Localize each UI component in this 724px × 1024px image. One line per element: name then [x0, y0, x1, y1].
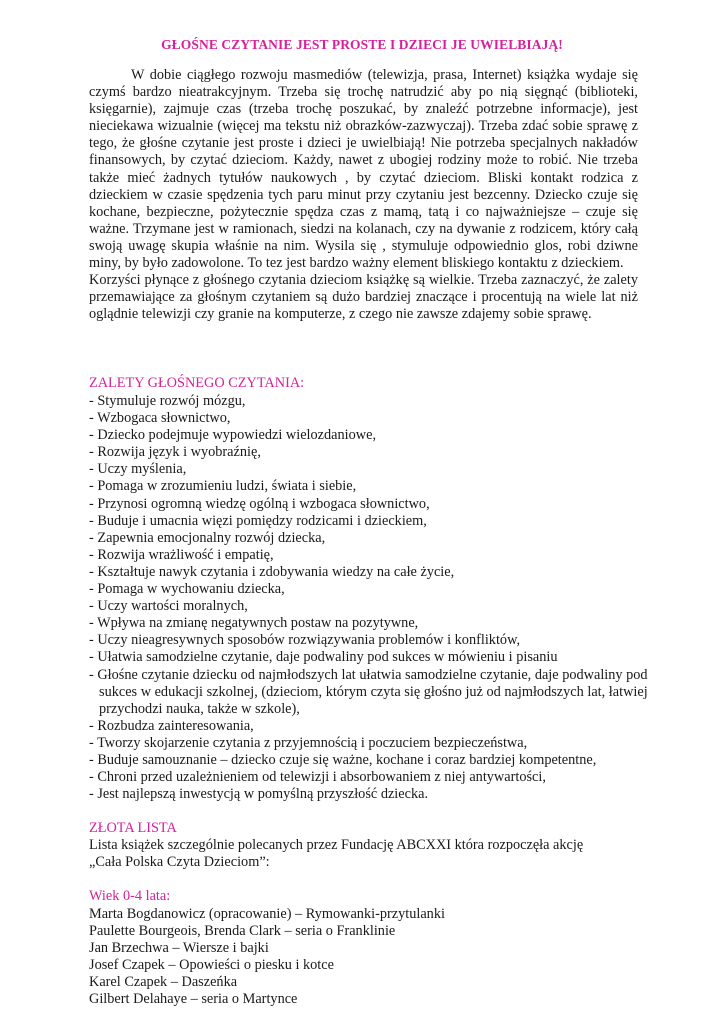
list-item: - Jest najlepszą inwestycją w pomyślną przyszłość dziecka. — [89, 786, 429, 803]
zlota-lista-heading: ZŁOTA LISTA — [89, 820, 177, 836]
zalety-heading: ZALETY GŁOŚNEGO CZYTANIA: — [89, 375, 305, 391]
list-item: - Buduje samouznanie – dziecko czuje się ważne, kochane i coraz bardziej kompetentne, — [89, 751, 597, 768]
list-item: - Wzbogaca słownictwo, — [89, 410, 231, 427]
list-item: - Uczy myślenia, — [89, 461, 187, 478]
book-item: Jan Brzechwa – Wiersze i bajki — [89, 940, 269, 957]
document-title: GŁOŚNE CZYTANIE JEST PROSTE I DZIECI JE UWIELBIAJĄ! — [161, 37, 563, 52]
list-item: - Buduje i umacnia więzi pomiędzy rodzicami i dzieckiem, — [89, 512, 427, 529]
zlota-lista-description-line-2: „Cała Polska Czyta Dzieciom”: — [89, 854, 270, 871]
list-item: - Głośne czytanie dziecku od najmłodszych lat ułatwia samodzielne czytanie, daje podwaliny pod sukces w edukacji szkolnej, (dzieciom, którym czyta się głośno już od najmłodszych lat, łatwiej przychodzi nauka, także w szkole), — [89, 666, 648, 717]
list-item: - Rozwija wrażliwość i empatię, — [89, 546, 274, 563]
zlota-lista-description-line-1: Lista książek szczególnie polecanych przez Fundację ABCXXI która rozpoczęła akcję — [89, 837, 584, 853]
list-item: - Wpływa na zmianę negatywnych postaw na pozytywne, — [89, 615, 419, 632]
book-item: Karel Czapek – Daszeńka — [89, 974, 238, 991]
list-item: - Ułatwia samodzielne czytanie, daje podwaliny pod sukces w mówieniu i pisaniu — [89, 649, 558, 666]
list-item: - Pomaga w zrozumieniu ludzi, świata i siebie, — [89, 478, 357, 495]
list-item: - Dziecko podejmuje wypowiedzi wielozdaniowe, — [89, 427, 377, 444]
intro-section — [89, 67, 638, 323]
list-item: - Uczy nieagresywnych sposobów rozwiązywania problemów i konfliktów, — [89, 632, 521, 649]
list-item: - Przynosi ogromną wiedzę ogólną i wzbogaca słownictwo, — [89, 495, 430, 512]
book-item: Gilbert Delahaye – seria o Martynce — [89, 991, 298, 1008]
zalety-list — [89, 393, 649, 803]
wiek-heading: Wiek 0-4 lata: — [89, 888, 171, 904]
list-item: - Kształtuje nawyk czytania i zdobywania wiedzy na całe życie, — [89, 563, 455, 580]
book-item: Paulette Bourgeois, Brenda Clark – seria o Franklinie — [89, 923, 396, 940]
book-item: Marta Bogdanowicz (opracowanie) – Rymowanki-przytulanki — [89, 906, 445, 922]
book-item: Josef Czapek – Opowieści o piesku i kotce — [89, 957, 334, 974]
list-item: - Tworzy skojarzenie czytania z przyjemnością i poczuciem bezpieczeństwa, — [89, 734, 528, 751]
intro-paragraph-2: Korzyści płynące z głośnego czytania dzieciom książkę są wielkie. Trzeba zaznaczyć, że zalety przemawiające za głośnym czytaniem są dużo bardziej znaczące i procentują na wiele lat niż oglądnie telewizji czy granie na komputerze, z czego nie zawsze zdajemy sobie sprawę. — [89, 272, 638, 323]
list-item: - Pomaga w wychowaniu dziecka, — [89, 581, 285, 598]
list-item: - Chroni przed uzależnieniem od telewizji i absorbowaniem z niej antywartości, — [89, 769, 546, 786]
list-item: - Stymuluje rozwój mózgu, — [89, 393, 246, 409]
book-list — [89, 906, 649, 1009]
list-item: - Uczy wartości moralnych, — [89, 598, 248, 615]
list-item: - Zapewnia emocjonalny rozwój dziecka, — [89, 529, 326, 546]
list-item: - Rozbudza zainteresowania, — [89, 717, 254, 734]
list-item: - Rozwija język i wyobraźnię, — [89, 444, 261, 461]
intro-paragraph-1: W dobie ciągłego rozwoju masmediów (telewizja, prasa, Internet) książka wydaje się czymś bardzo nieatrakcyjnym. Trzeba się trochę natrudzić aby po nią sięgnąć (biblioteki, księgarnie), zajmuje czas (trzeba trochę poszukać, by znaleźć potrzebne informacje), jest nieciekawa wizualnie (więcej ma tekstu niż obrazków-zazwyczaj). Trzeba zdać sobie sprawę z tego, że głośne czytanie jest proste i dzieci je uwielbiają! Nie potrzeba specjalnych nakładów finansowych, by czytać dzieciom. Każdy, nawet z ubogiej rodziny może to robić. Nie trzeba także mieć żadnych tytułów naukowych , by czytać dzieciom. Bliski kontakt rodzica z dzieckiem w czasie spędzenia tych paru minut przy czytaniu jest bezcenny. Dziecko czuje się kochane, bezpieczne, pożytecznie spędza czas z mamą, tatą i co najważniejsze – czuje się ważne. Trzymane jest w ramionach, siedzi na kolanach, czy na dywanie z rodzicem, który całą swoją uwagę skupia właśnie na nim. Wysila się , stymuluje odpowiednio glos, robi dziwne miny, by było zadowolone. To tez jest bardzo ważny element bliskiego kontaktu z dzieckiem. — [89, 67, 638, 272]
zlota-lista-description — [89, 837, 649, 871]
